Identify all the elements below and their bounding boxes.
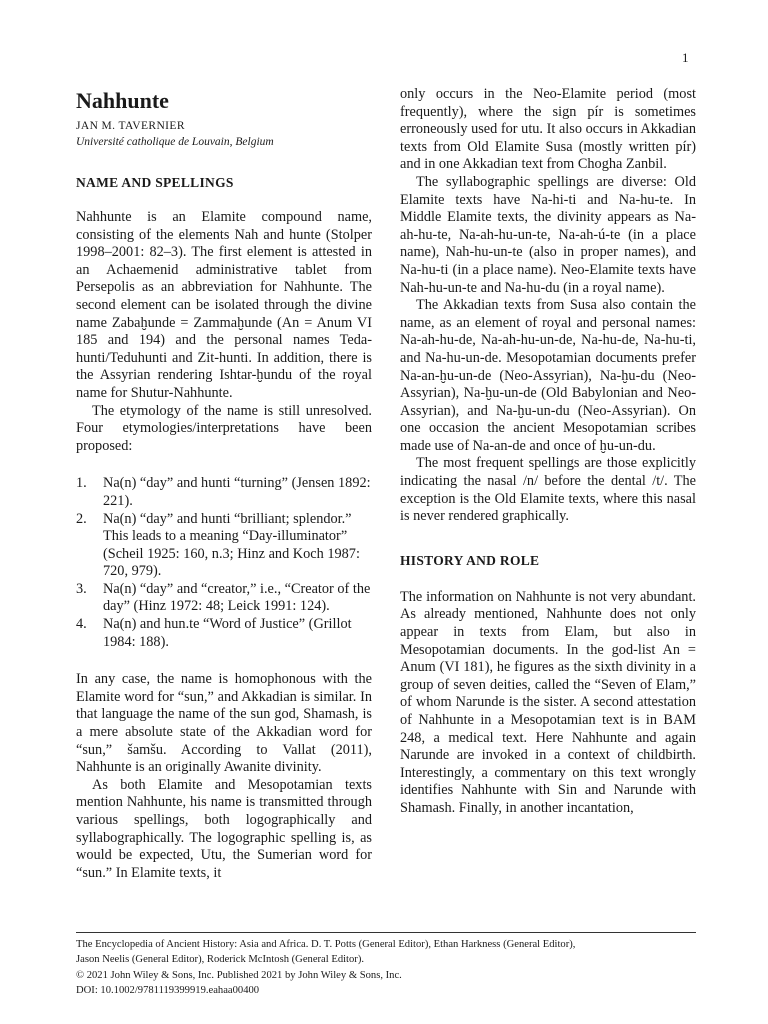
list-item bbox=[76, 616, 372, 651]
author-name: JAN M. TAVERNIER bbox=[76, 120, 185, 132]
list-item-text: Na(n) “day” and hunti “brilliant; splendor.” This leads to a meaning “Day-illuminator” (Scheil 1925: 160, n.3; Hinz and Koch 1987: 720, 979). bbox=[103, 510, 360, 580]
paragraph: The etymology of the name is still unresolved. Four etymologies/interpretations have been proposed: bbox=[76, 402, 372, 454]
paragraph: The information on Nahhunte is not very abundant. As already mentioned, Nahhunte does not only appear in texts from Elam, but also in Mesopotamian documents. In the god-list An = Anum (VI 181), he figures as the sixth divinity in a group of seven deities, called the “Seven of Elam,” of whom Narunde is the sister. A second attestation of Nahhunte in a Mesopotamian text is in BAM 248, a medical text. Here Nahhunte and again Narunde are invoked in a context of childbirth. Interestingly, a commentary on this text wrongly identifies Nahhunte with Sin and Narunde with Shamash. Finally, in another incantation, bbox=[400, 588, 696, 816]
footer-line: The Encyclopedia of Ancient History: Asia and Africa. D. T. Potts (General Editor), Ethan Harkness (General Editor), bbox=[76, 939, 576, 950]
paragraph: The syllabographic spellings are diverse: Old Elamite texts have Na-hi-ti and Na-hu-te. In Middle Elamite texts, the divinity appears as Na-ah-hu-te, Na-ah-hu-un-te, Na-ah-ú-te (in a place name), Nah-hu-un-te (also in proper names), and Na-hu-ti (in a place name). Neo-Elamite texts have Nah-hu-un-te and Na-hu-du (in a royal name). bbox=[400, 173, 696, 296]
footer-citation bbox=[76, 937, 696, 998]
paragraph: The Akkadian texts from Susa also contain the name, as an element of royal and personal names: Na-ah-hu-de, Na-ah-hu-un-de, Na-hu-de, Na-hu-ti, and Na-hu-un-de. Mesopotamian documents prefer Na-an-ḫu-un-de (Neo-Assyrian), Na-ḫu-du (Neo-Assyrian), Na-ḫu-un-de (Old Babylonian and Neo-Assyrian), and Na-ḫu-un-du (Neo-Assyrian). On one occasion the ancient Mesopotamian scribes made use of Na-an-de and once of ḫu-un-du. bbox=[400, 297, 696, 454]
page-number: 1 bbox=[682, 50, 689, 65]
paragraph: Nahhunte is an Elamite compound name, consisting of the elements Nah and hunte (Stolper 1998–2001: 82–3). The first element is attested in an Achaemenid administrative tablet from Persepolis as an abbreviation for Nahhunte. The second element can be isolated through the divine name Zabaḫunde = Zammaḫunde (An = Anum VI 185 and 194) and the personal names Teda-hunti/Teduhunti and Zit-hunti. In addition, there is the Assyrian rendering Ishtar-ḫundu of the royal name for Shutur-Nahhunte. bbox=[76, 209, 372, 401]
list-item-number: 3. bbox=[76, 580, 87, 597]
list-item bbox=[76, 475, 372, 510]
list-item-text: Na(n) “day” and “creator,” i.e., “Creator of the day” (Hinz 1972: 48; Leick 1991: 124). bbox=[103, 580, 371, 615]
paragraph: The most frequent spellings are those explicitly indicating the nasal /n/ before the dental /t/. The exception is the Old Elamite texts, where this nasal is never rendered graphically. bbox=[400, 455, 696, 525]
list-item-text: Na(n) and hun.te “Word of Justice” (Grillot 1984: 188). bbox=[103, 616, 352, 650]
right-column bbox=[400, 86, 696, 818]
section-heading-history-and-role: HISTORY AND ROLE bbox=[400, 552, 540, 568]
paragraph: As both Elamite and Mesopotamian texts mention Nahhunte, his name is transmitted through various spellings, both logographically and syllabographically. The logographic spelling is, as would be expected, Utu, the Sumerian word for “sun.” In Elamite texts, it bbox=[76, 776, 372, 881]
left-column bbox=[76, 88, 372, 882]
list-item-number: 2. bbox=[76, 510, 87, 527]
article-title: Nahhunte bbox=[76, 88, 169, 113]
section-heading-name-and-spellings: NAME AND SPELLINGS bbox=[76, 175, 234, 190]
footer-line: DOI: 10.1002/9781119399919.eahaa00400 bbox=[76, 984, 260, 996]
paragraph: only occurs in the Neo-Elamite period (most frequently), where the sign pír is sometimes erroneously used for utu. It also occurs in Akkadian texts from Old Elamite Susa (mostly written pír) and in one Akkadian text from Chogha Zanbil. bbox=[400, 86, 696, 173]
list-item bbox=[76, 581, 372, 616]
list-item-text: Na(n) “day” and hunti “turning” (Jensen 1892: 221). bbox=[103, 475, 371, 509]
etymology-list bbox=[76, 475, 372, 651]
footer-line: Jason Neelis (General Editor), Roderick McIntosh (General Editor). bbox=[76, 954, 364, 966]
footer-line: © 2021 John Wiley & Sons, Inc. Published 2021 by John Wiley & Sons, Inc. bbox=[76, 969, 402, 981]
list-item bbox=[76, 511, 372, 581]
footer-divider bbox=[76, 932, 696, 933]
paragraph: In any case, the name is homophonous with the Elamite word for “sun,” and Akkadian is similar. In that language the name of the sun god, Shamash, is a mere absolute state of the Akkadian word for “sun,” šamšu. According to Vallat (2011), Nahhunte is an originally Awanite divinity. bbox=[76, 671, 372, 776]
list-item-number: 4. bbox=[76, 616, 87, 633]
list-item-number: 1. bbox=[76, 475, 87, 492]
author-affiliation: Université catholique de Louvain, Belgium bbox=[76, 136, 274, 148]
